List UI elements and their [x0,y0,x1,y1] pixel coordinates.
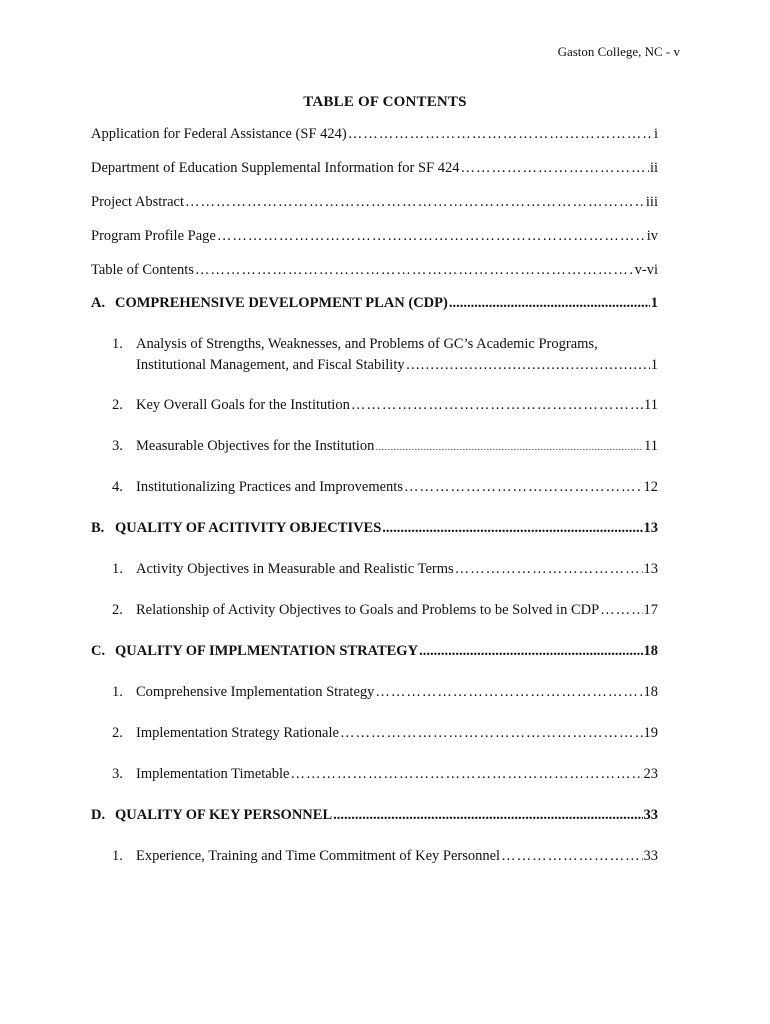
toc-entry-page: iv [646,228,658,244]
dot-leader [375,684,642,701]
toc-subentry [112,766,658,783]
toc-subentry-label: Institutional Management, and Fiscal Stability [136,357,405,373]
dot-leader [290,766,642,783]
toc-subentry [112,725,658,742]
page-title: TABLE OF CONTENTS [303,94,467,110]
toc-subentry-page: 13 [643,561,658,577]
toc-section-label: COMPREHENSIVE DEVELOPMENT PLAN (CDP) [115,295,448,311]
toc-section-label: QUALITY OF IMPLMENTATION STRATEGY [115,643,419,659]
toc-subentry [112,336,658,374]
dot-leader [449,295,650,312]
dot-leader [460,160,648,177]
toc-subentry [112,479,658,496]
toc-subentry-page: 11 [644,438,658,454]
item-number: 4. [112,479,123,495]
item-number: 1. [112,848,123,864]
toc-entry [91,194,658,211]
section-letter: D. [91,807,106,823]
toc-subentry-page: 19 [643,725,658,741]
dot-leader [406,357,650,374]
item-number: 2. [112,397,123,413]
toc-entry-page: iii [645,194,658,210]
toc-entry-label: Program Profile Page [91,228,216,244]
toc-subentry [112,684,658,701]
toc-subentry-label-line1: Analysis of Strengths, Weaknesses, and Problems of GC’s Academic Programs, [136,336,598,352]
toc-subentry [112,602,658,619]
toc-entry-label: Application for Federal Assistance (SF 424) [91,126,347,142]
item-number: 1. [112,336,123,352]
dot-leader [501,848,642,865]
toc-subentry [112,438,658,455]
toc-subentry [112,397,658,414]
toc-subentry-label: Key Overall Goals for the Institution [136,397,350,413]
toc-subentry-page: 18 [643,684,658,700]
dot-leader [195,262,634,279]
dot-leader [419,643,642,660]
dot-leader [375,442,643,452]
toc-subentry-label: Relationship of Activity Objectives to Goals and Problems to be Solved in CDP [136,602,600,618]
section-letter: A. [91,295,106,311]
toc-entry [91,160,658,177]
toc-subentry-label: Institutionalizing Practices and Improvements [136,479,403,495]
item-number: 1. [112,684,123,700]
dot-leader [340,725,643,742]
toc-entry [91,262,658,279]
dot-leader [333,807,642,824]
toc-subentry [112,848,658,865]
toc-subentry-page: 23 [643,766,658,782]
dot-leader [404,479,643,496]
dot-leader [351,397,643,414]
item-number: 3. [112,766,123,782]
dot-leader [382,520,642,537]
item-number: 3. [112,438,123,454]
toc-section-page: 33 [643,807,658,823]
dot-leader [600,602,642,619]
toc-entry-label: Table of Contents [91,262,194,278]
item-number: 1. [112,561,123,577]
toc-entry-page: i [653,126,658,142]
toc-section-page: 1 [650,295,658,311]
toc-subentry-label: Implementation Timetable [136,766,290,782]
page-header: Gaston College, NC - v [557,44,680,59]
section-letter: C. [91,643,106,659]
toc-subentry [112,561,658,578]
toc-section-heading [91,295,658,312]
dot-leader [455,561,643,578]
toc-subentry-label: Measurable Objectives for the Institution [136,438,375,454]
toc-subentry-page: 33 [643,848,658,864]
toc-subentry-page: 17 [643,602,658,618]
toc-subentry-label: Activity Objectives in Measurable and Realistic Terms [136,561,454,577]
toc-entry-page: ii [649,160,658,176]
toc-entry-page: v-vi [634,262,658,278]
toc-section-label: QUALITY OF ACITIVITY OBJECTIVES [115,520,382,536]
section-letter: B. [91,520,105,536]
item-number: 2. [112,602,123,618]
toc-section-page: 18 [643,643,658,659]
toc-entry [91,126,658,143]
toc-section-heading [91,520,658,537]
toc-section-heading [91,643,658,660]
toc-subentry-page: 11 [644,397,658,413]
toc-entry-label: Project Abstract [91,194,185,210]
toc-section-heading [91,807,658,824]
toc-entry [91,228,658,245]
dot-leader [185,194,645,211]
item-number: 2. [112,725,123,741]
dot-leader [217,228,646,245]
toc-subentry-page: 1 [650,357,658,373]
toc-entry-label: Department of Education Supplemental Information for SF 424 [91,160,460,176]
toc-section-label: QUALITY OF KEY PERSONNEL [115,807,333,823]
toc-subentry-label: Comprehensive Implementation Strategy [136,684,375,700]
toc-section-page: 13 [643,520,658,536]
toc-subentry-label: Experience, Training and Time Commitment of Key Personnel [136,848,501,864]
dot-leader [348,126,653,143]
toc-subentry-label: Implementation Strategy Rationale [136,725,339,741]
toc-subentry-page: 12 [643,479,658,495]
